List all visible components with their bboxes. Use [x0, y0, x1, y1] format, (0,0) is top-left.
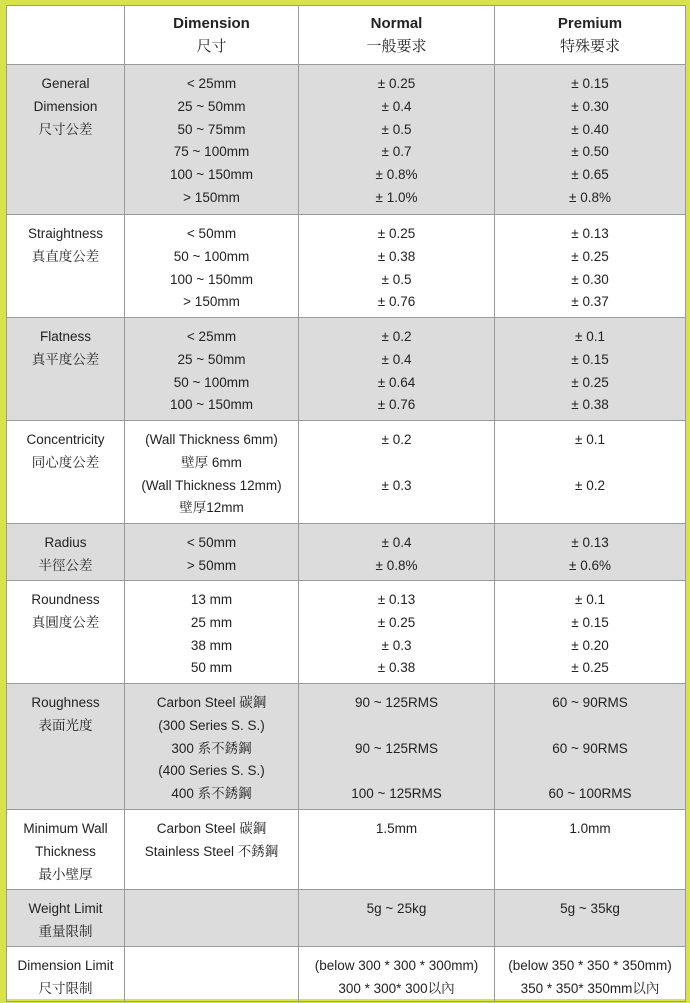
normal-cell-line — [301, 715, 492, 738]
row-label-line: 尺寸公差 — [38, 121, 93, 137]
premium-cell — [495, 810, 686, 890]
premium-cell — [495, 947, 686, 1002]
dimension-cell-line: 壁厚12mm — [179, 500, 244, 516]
dimension-cell-line: 100 ~ 150mm — [170, 167, 253, 183]
premium-cell — [495, 421, 686, 524]
row-label — [7, 810, 125, 890]
premium-cell-line: ± 0.30 — [571, 98, 609, 114]
premium-cell-line: 60 ~ 100RMS — [548, 786, 632, 802]
row-label-line: Flatness — [39, 329, 92, 344]
normal-cell-line: ± 0.25 — [377, 76, 416, 91]
row-label-line: 半徑公差 — [38, 557, 93, 573]
dimension-cell-line: Carbon Steel 碳鋼 — [156, 821, 267, 836]
dimension-cell-line: 300 系不銹鋼 — [171, 740, 252, 756]
spec-frame — [6, 5, 685, 999]
row-label — [7, 421, 125, 524]
row-roundness — [7, 581, 686, 684]
row-label — [7, 318, 125, 421]
premium-cell — [495, 215, 686, 318]
premium-cell-line — [497, 715, 683, 738]
premium-cell-line — [497, 452, 683, 475]
premium-cell-line: ± 0.50 — [571, 144, 609, 160]
normal-cell-line: (below 300 * 300 * 300mm) — [314, 958, 479, 973]
header-dimension: Dimension 尺寸 — [125, 6, 299, 65]
dimension-cell-line: > 50mm — [186, 557, 237, 573]
premium-cell-line: ± 0.8% — [569, 189, 611, 205]
normal-cell-line: ± 0.3 — [381, 477, 412, 493]
dimension-cell-line: 25 ~ 50mm — [177, 351, 246, 367]
dimension-cell-line: (300 Series S. S.) — [158, 717, 265, 733]
premium-cell — [495, 890, 686, 947]
dimension-cell-line: 50 ~ 100mm — [173, 374, 250, 390]
row-label-line: 最小壁厚 — [38, 866, 93, 882]
normal-cell-line: 1.5mm — [375, 821, 418, 836]
tolerance-table — [6, 5, 686, 1002]
row-label-line: 重量限制 — [38, 923, 93, 939]
normal-cell-line: 5g ~ 25kg — [366, 901, 427, 916]
premium-cell-line: ± 0.1 — [575, 329, 605, 344]
dimension-cell-line: (Wall Thickness 12mm) — [141, 477, 282, 493]
premium-cell-line: ± 0.13 — [571, 226, 609, 241]
dimension-cell-line: 50 ~ 100mm — [173, 248, 250, 264]
normal-cell-line: ± 0.25 — [377, 226, 416, 241]
row-label-line: Minimum Wall — [23, 821, 108, 836]
normal-cell-line: ± 0.4 — [381, 535, 412, 550]
premium-cell-line: ± 0.65 — [571, 167, 609, 183]
normal-cell — [299, 215, 495, 318]
dimension-cell-line: (Wall Thickness 6mm) — [145, 432, 278, 447]
dimension-cell — [125, 947, 299, 1002]
dimension-cell — [125, 684, 299, 810]
dimension-cell — [125, 215, 299, 318]
normal-cell — [299, 65, 495, 215]
normal-cell-line — [301, 760, 492, 783]
row-label-line: Roughness — [31, 695, 100, 710]
premium-cell-line: ± 0.25 — [571, 374, 609, 390]
premium-cell-line: ± 0.13 — [571, 535, 609, 550]
normal-cell — [299, 318, 495, 421]
premium-cell-line: ± 0.25 — [571, 248, 609, 264]
row-label-line: Roundness — [31, 592, 100, 607]
dimension-cell-line: 400 系不銹鋼 — [171, 786, 252, 802]
normal-cell-line: ± 0.5 — [381, 271, 412, 287]
normal-cell-line: ± 0.8% — [375, 167, 418, 183]
normal-cell — [299, 810, 495, 890]
normal-cell-line: ± 0.64 — [377, 374, 416, 390]
row-label-line: Thickness — [35, 843, 96, 859]
normal-cell-line: ± 0.4 — [381, 351, 412, 367]
dimension-cell-line: < 25mm — [186, 329, 237, 344]
dimension-cell — [125, 524, 299, 581]
dimension-cell-line: 100 ~ 150mm — [170, 271, 253, 287]
premium-cell-line: ± 0.38 — [571, 397, 609, 413]
header-normal: Normal 一般要求 — [299, 6, 495, 65]
row-label — [7, 581, 125, 684]
normal-cell-line: ± 0.38 — [377, 660, 416, 676]
dimension-cell-line: < 50mm — [186, 226, 237, 241]
dimension-cell-line: Stainless Steel 不銹鋼 — [144, 843, 279, 859]
premium-cell-line — [497, 760, 683, 783]
normal-cell-line: ± 0.25 — [377, 614, 416, 630]
row-label-line: 真直度公差 — [31, 248, 100, 264]
premium-cell-line: ± 0.40 — [571, 121, 609, 137]
row-label — [7, 524, 125, 581]
header-corner — [7, 6, 125, 65]
premium-cell-line: ± 0.2 — [575, 477, 605, 493]
dimension-cell — [125, 581, 299, 684]
premium-cell-line: ± 0.37 — [571, 294, 609, 310]
row-label-line: 表面光度 — [38, 717, 93, 733]
dimension-cell-line: 38 mm — [190, 637, 233, 653]
row-label-line: 真平度公差 — [31, 351, 100, 367]
row-label-line: Radius — [44, 535, 87, 550]
premium-cell — [495, 524, 686, 581]
dimension-cell — [125, 890, 299, 947]
normal-cell-line: ± 0.5 — [381, 121, 412, 137]
normal-cell — [299, 581, 495, 684]
normal-cell-line: 90 ~ 125RMS — [355, 740, 438, 756]
row-radius — [7, 524, 686, 581]
normal-cell-line: ± 0.2 — [381, 329, 412, 344]
row-label-line: 同心度公差 — [31, 454, 100, 470]
normal-cell-line: ± 0.4 — [381, 98, 412, 114]
row-label — [7, 890, 125, 947]
row-label-line: 尺寸限制 — [38, 980, 93, 996]
dimension-cell — [125, 318, 299, 421]
dimension-cell-line: < 50mm — [186, 535, 237, 550]
premium-cell-line: ± 0.15 — [571, 614, 609, 630]
normal-cell-line: 90 ~ 125RMS — [355, 695, 438, 710]
header-row — [7, 6, 686, 65]
premium-cell-line — [497, 497, 683, 520]
dimension-cell — [125, 810, 299, 890]
premium-cell-line: 1.0mm — [569, 821, 611, 836]
normal-cell-line — [301, 497, 492, 520]
row-concentricity — [7, 421, 686, 524]
row-dimension-limit — [7, 947, 686, 1002]
normal-cell — [299, 947, 495, 1002]
row-label — [7, 684, 125, 810]
header-premium: Premium 特殊要求 — [495, 6, 686, 65]
normal-cell-line: ± 1.0% — [375, 189, 418, 205]
premium-cell-line: 350 * 350* 350mm以內 — [520, 980, 660, 996]
dimension-cell-line: 75 ~ 100mm — [173, 144, 250, 160]
normal-cell-line: ± 0.3 — [381, 637, 412, 653]
normal-cell-line: ± 0.2 — [381, 432, 412, 447]
normal-cell-line: 300 * 300* 300以內 — [338, 980, 455, 996]
premium-cell — [495, 581, 686, 684]
premium-cell-line: 5g ~ 35kg — [560, 901, 620, 916]
normal-cell-line: 100 ~ 125RMS — [351, 786, 442, 802]
normal-cell-line: ± 0.8% — [375, 557, 418, 573]
premium-cell — [495, 684, 686, 810]
normal-cell-line: ± 0.13 — [377, 592, 416, 607]
premium-cell — [495, 318, 686, 421]
row-label — [7, 215, 125, 318]
normal-cell-line: ± 0.7 — [381, 144, 412, 160]
dimension-cell-line: 13 mm — [190, 592, 233, 607]
row-label-line: General — [41, 76, 90, 91]
normal-cell-line: ± 0.76 — [377, 294, 416, 310]
dimension-cell — [125, 65, 299, 215]
row-label-line: Straightness — [27, 226, 104, 241]
row-label-line: Dimension Limit — [17, 958, 114, 973]
row-label-line: Weight Limit — [28, 901, 103, 916]
normal-cell — [299, 890, 495, 947]
row-label — [7, 65, 125, 215]
dimension-cell-line: 50 mm — [190, 660, 233, 676]
normal-cell-line: ± 0.38 — [377, 248, 416, 264]
normal-cell — [299, 524, 495, 581]
row-minimum-wall-thickness — [7, 810, 686, 890]
row-label-line: Concentricity — [26, 432, 105, 447]
premium-cell-line: ± 0.25 — [571, 660, 609, 676]
dimension-cell-line: 50 ~ 75mm — [177, 121, 246, 137]
dimension-cell-line: > 150mm — [183, 294, 240, 310]
premium-cell-line: 60 ~ 90RMS — [552, 740, 628, 756]
row-weight-limit — [7, 890, 686, 947]
row-label-line: Dimension — [33, 98, 98, 114]
row-roughness — [7, 684, 686, 810]
row-straightness — [7, 215, 686, 318]
premium-cell-line: ± 0.6% — [569, 557, 611, 573]
dimension-cell-line: > 150mm — [183, 189, 240, 205]
dimension-cell-line: Carbon Steel 碳鋼 — [156, 695, 267, 710]
normal-cell-line — [301, 452, 492, 475]
row-general-dimension — [7, 65, 686, 215]
premium-cell-line: ± 0.1 — [575, 592, 605, 607]
row-label-line: 真圓度公差 — [31, 614, 100, 630]
dimension-cell-line: < 25mm — [186, 76, 237, 91]
dimension-cell-line: 100 ~ 150mm — [170, 397, 253, 413]
premium-cell-line: ± 0.1 — [575, 432, 605, 447]
dimension-cell-line: (400 Series S. S.) — [158, 763, 265, 779]
premium-cell-line: 60 ~ 90RMS — [552, 695, 628, 710]
premium-cell-line: ± 0.15 — [571, 351, 609, 367]
table-body — [7, 65, 686, 1002]
dimension-cell-line: 壁厚 6mm — [181, 454, 242, 470]
premium-cell-line: ± 0.20 — [571, 637, 609, 653]
dimension-cell — [125, 421, 299, 524]
normal-cell-line: ± 0.76 — [377, 397, 416, 413]
normal-cell — [299, 421, 495, 524]
premium-cell-line: ± 0.30 — [571, 271, 609, 287]
dimension-cell-line: 25 ~ 50mm — [177, 98, 246, 114]
normal-cell — [299, 684, 495, 810]
row-label — [7, 947, 125, 1002]
premium-cell-line: (below 350 * 350 * 350mm) — [508, 958, 672, 973]
row-flatness — [7, 318, 686, 421]
premium-cell — [495, 65, 686, 215]
dimension-cell-line: 25 mm — [190, 614, 233, 630]
premium-cell-line: ± 0.15 — [571, 76, 609, 91]
